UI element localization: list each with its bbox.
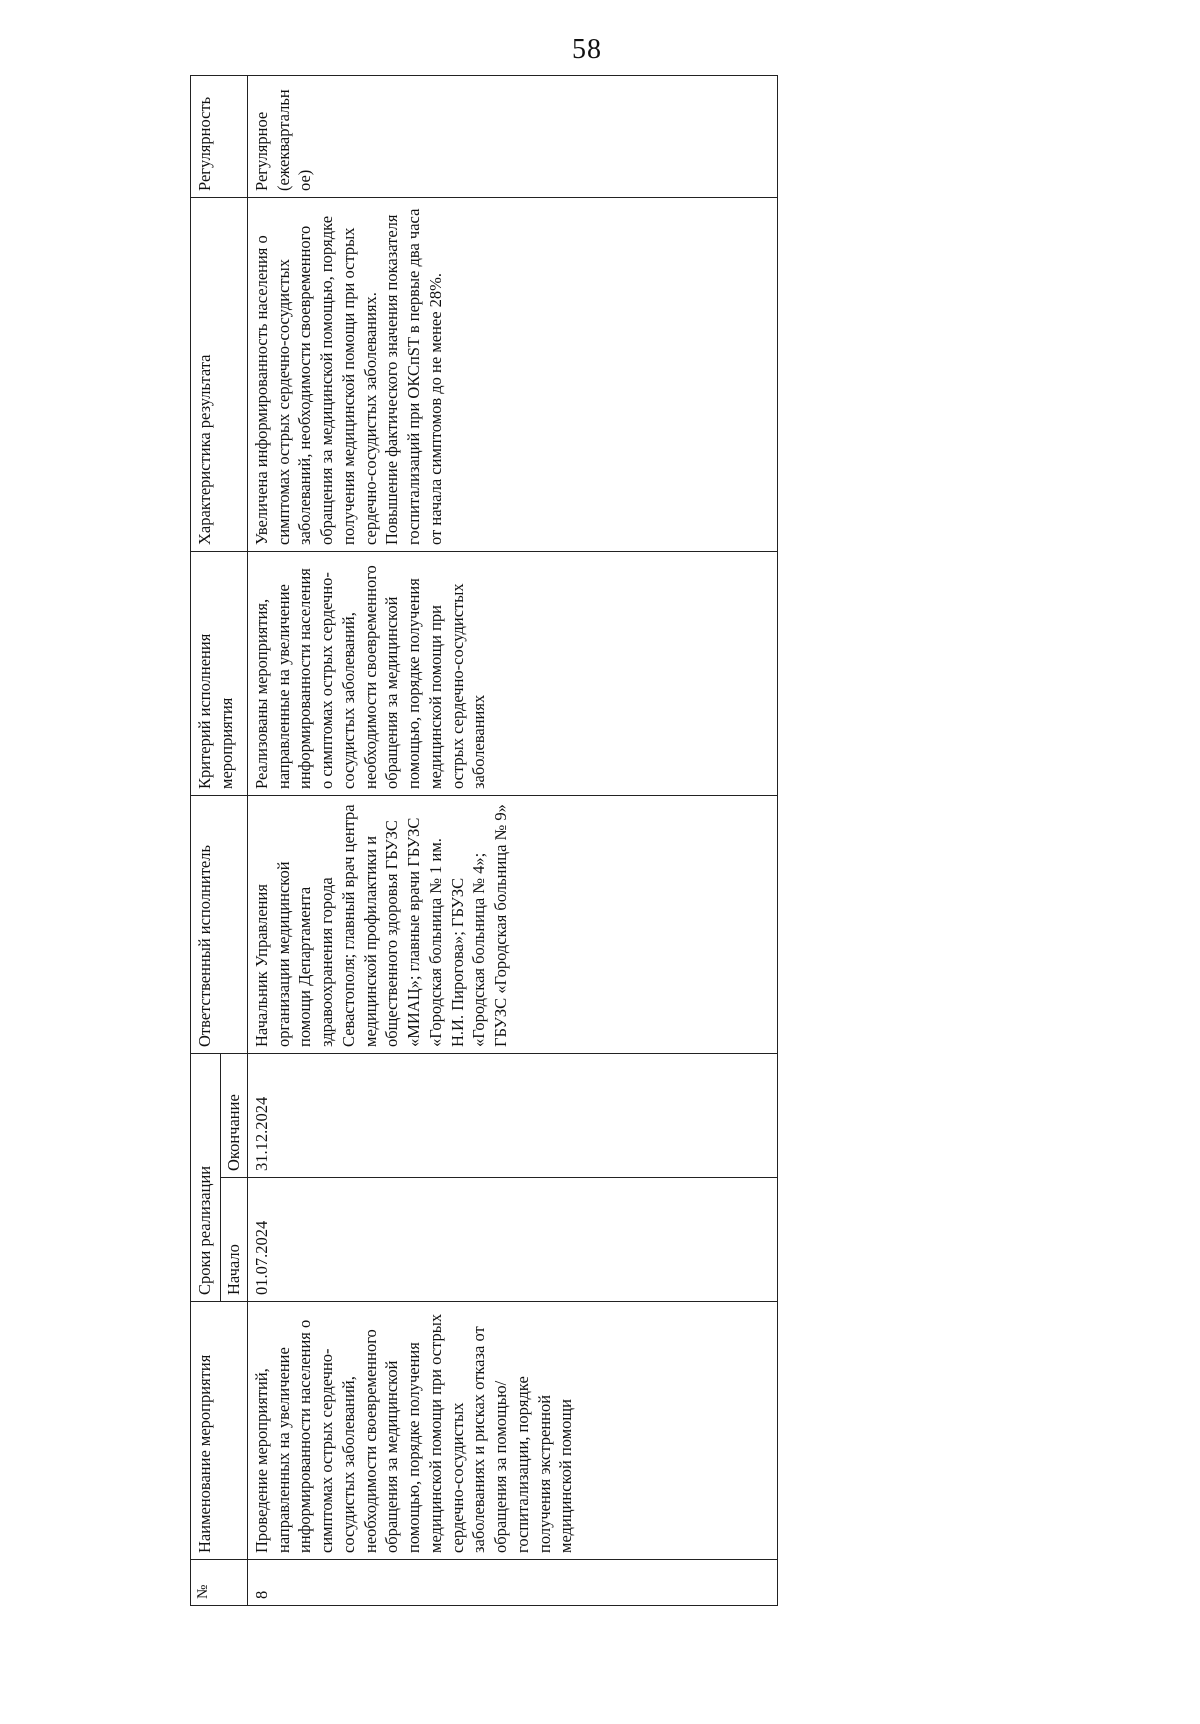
measures-table xyxy=(190,75,778,1606)
header-end: Окончание xyxy=(221,1054,248,1178)
row-regularity: Регулярное (ежеквартальное) xyxy=(247,76,777,198)
row-criterion: Реализованы мероприятия, направленные на увеличение информированности населения о симптомах острых сердечно-сосудистых заболеваний, необходимости своевременного обращения за медицинской помощью, порядке получения медицинской помощи при острых сердечно-сосудистых заболеваниях xyxy=(247,552,777,796)
table-container xyxy=(190,76,778,1606)
header-result: Характеристика результата xyxy=(191,198,248,552)
row-name: Проведение мероприятий, направленных на увеличение информированности населения о симптомах острых сердечно-сосудистых заболеваний, необходимости своевременного обращения за медицинской помощью, порядке получения медицинской помощи при острых сердечно-сосудистых заболеваниях и рисках отказа от обращения за помощью/госпитализации, порядке получения экстренной медицинской помощи xyxy=(247,1302,777,1560)
header-responsible: Ответственный исполнитель xyxy=(191,796,248,1054)
header-criterion: Критерий исполнения мероприятия xyxy=(191,552,248,796)
header-regularity: Регулярность xyxy=(191,76,248,198)
row-num: 8 xyxy=(247,1560,777,1606)
page-number: 58 xyxy=(572,34,602,65)
rotated-table-frame xyxy=(190,76,778,1606)
table-row xyxy=(247,76,777,1606)
header-terms: Сроки реализации xyxy=(191,1054,221,1302)
row-end: 31.12.2024 xyxy=(247,1054,777,1178)
header-name: Наименование мероприятия xyxy=(191,1302,248,1560)
header-start: Начало xyxy=(221,1178,248,1302)
row-start: 01.07.2024 xyxy=(247,1178,777,1302)
row-result: Увеличена информированность населения о симптомах острых сердечно-сосудистых заболеваний, необходимости своевременного обращения за медицинской помощью, порядке получения медицинской помощи при острых сердечно-сосудистых заболеваниях. Повышение фактического значения показателя госпитализаций при ОКСпST в первые два часа от начала симптомов до не менее 28%. xyxy=(247,198,777,552)
header-num: № xyxy=(191,1560,248,1606)
row-responsible: Начальник Управления организации медицинской помощи Департамента здравоохранения города Севастополя; главный врач центра медицинской профилактики и общественного здоровья ГБУЗС «МИАЦ»; главные врачи ГБУЗС «Городская больница № 1 им. Н.И. Пирогова»; ГБУЗС «Городская больница № 4»; ГБУЗС «Городская больница № 9» xyxy=(247,796,777,1054)
header-row xyxy=(191,76,221,1606)
